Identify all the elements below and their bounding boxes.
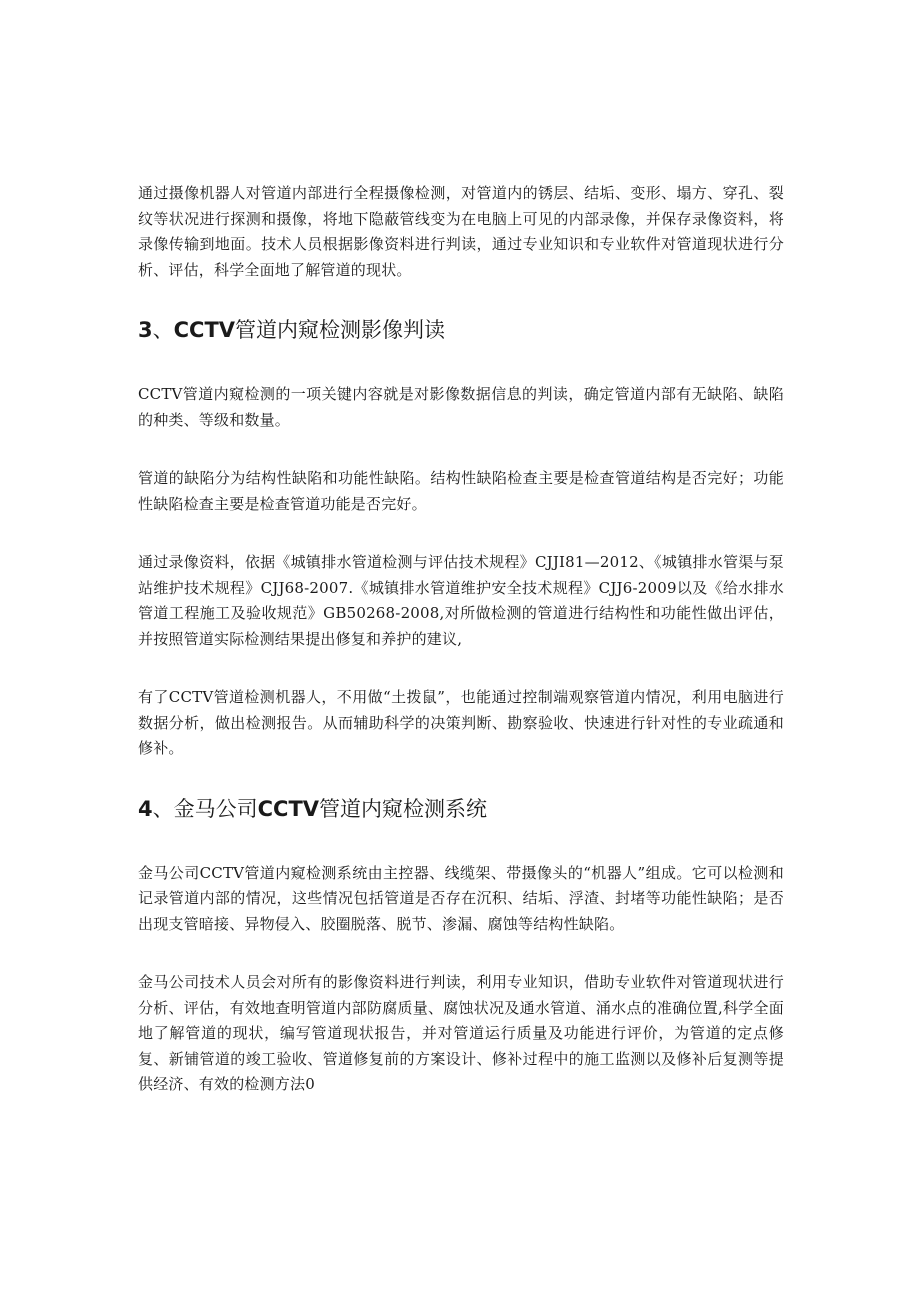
section-4-separator: 、: [152, 796, 174, 821]
section-4-number: 4: [138, 796, 153, 821]
section-3-separator: 、: [152, 318, 174, 342]
section-4-paragraph: 金马公司技术人员会对所有的影像资料进行判读，利用专业知识，借助专业软件对管道现状进行分析、评估，有效地查明管道内部防腐质量、腐蚀状况及通水管道、涌水点的准确位置,科学全面地了解管道的现状，编写管道现状报告，并对管道运行质量及功能进行评价，为管道的定点修复、新铺管道的竣工验收、管道修复前的方案设计、修补过程中的施工监测以及修补后复测等提供经济、有效的检测方法0: [138, 973, 784, 1093]
intro-paragraph: 通过摄像机器人对管道内部进行全程摄像检测，对管道内的锈层、结垢、变形、塌方、穿孔、裂纹等状况进行探测和摄像，将地下隐蔽管线变为在电脑上可见的内部录像，并保存录像资料，将录像传输到地面。技术人员根据影像资料进行判读，通过专业知识和专业软件对管道现状进行分析、评估，科学全面地了解管道的现状。: [138, 184, 784, 279]
document-body: [138, 181, 784, 1131]
section-3-paragraph: CCTV管道内窥检测的一项关键内容就是对影像数据信息的判读，确定管道内部有无缺陷、缺陷的种类、等级和数量。: [138, 385, 784, 429]
section-4-title: 管道内窥检测系统: [319, 796, 488, 821]
section-4-title-pre: 金马公司: [173, 796, 258, 821]
section-4-heading: [138, 795, 784, 823]
section-3-paragraph: 有了CCTV管道检测机器人，不用做“土拨鼠”，也能通过控制端观察管道内情况，利用电脑进行数据分析，做出检测报告。从而辅助科学的决策判断、勘察验收、快速进行针对性的专业疏通和修补。: [138, 688, 784, 757]
section-3-heading: [138, 316, 784, 344]
section-4-title-latin: CCTV: [257, 796, 320, 821]
section-3-title: 管道内窥检测影像判读: [235, 318, 446, 342]
section-3-title-latin: CCTV: [173, 318, 236, 342]
section-4-paragraph: 金马公司CCTV管道内窥检测系统由主控器、线缆架、带摄像头的“机器人”组成。它可以检测和记录管道内部的情况，这些情况包括管道是否存在沉积、结垢、浮渣、封堵等功能性缺陷；是否出现支管暗接、异物侵入、胶圈脱落、脱节、渗漏、腐蚀等结构性缺陷。: [138, 863, 784, 933]
section-3-paragraph: 管道的缺陷分为结构性缺陷和功能性缺陷。结构性缺陷检查主要是检查管道结构是否完好；功能性缺陷检查主要是检查管道功能是否完好。: [138, 469, 784, 513]
section-3-paragraph: 通过录像资料，依据《城镇排水管道检测与评估技术规程》CJJI81—2012、《城镇排水管渠与泵站维护技术规程》CJJ68-2007.《城镇排水管道维护安全技术规程》CJJ6-2009以及《给水排水管道工程施工及验收规范》GB50268-2008,对所做检测的管道进行结构性和功能性做出评估，并按照管道实际检测结果提出修复和养护的建议,: [138, 553, 784, 648]
section-3-number: 3: [138, 318, 153, 342]
